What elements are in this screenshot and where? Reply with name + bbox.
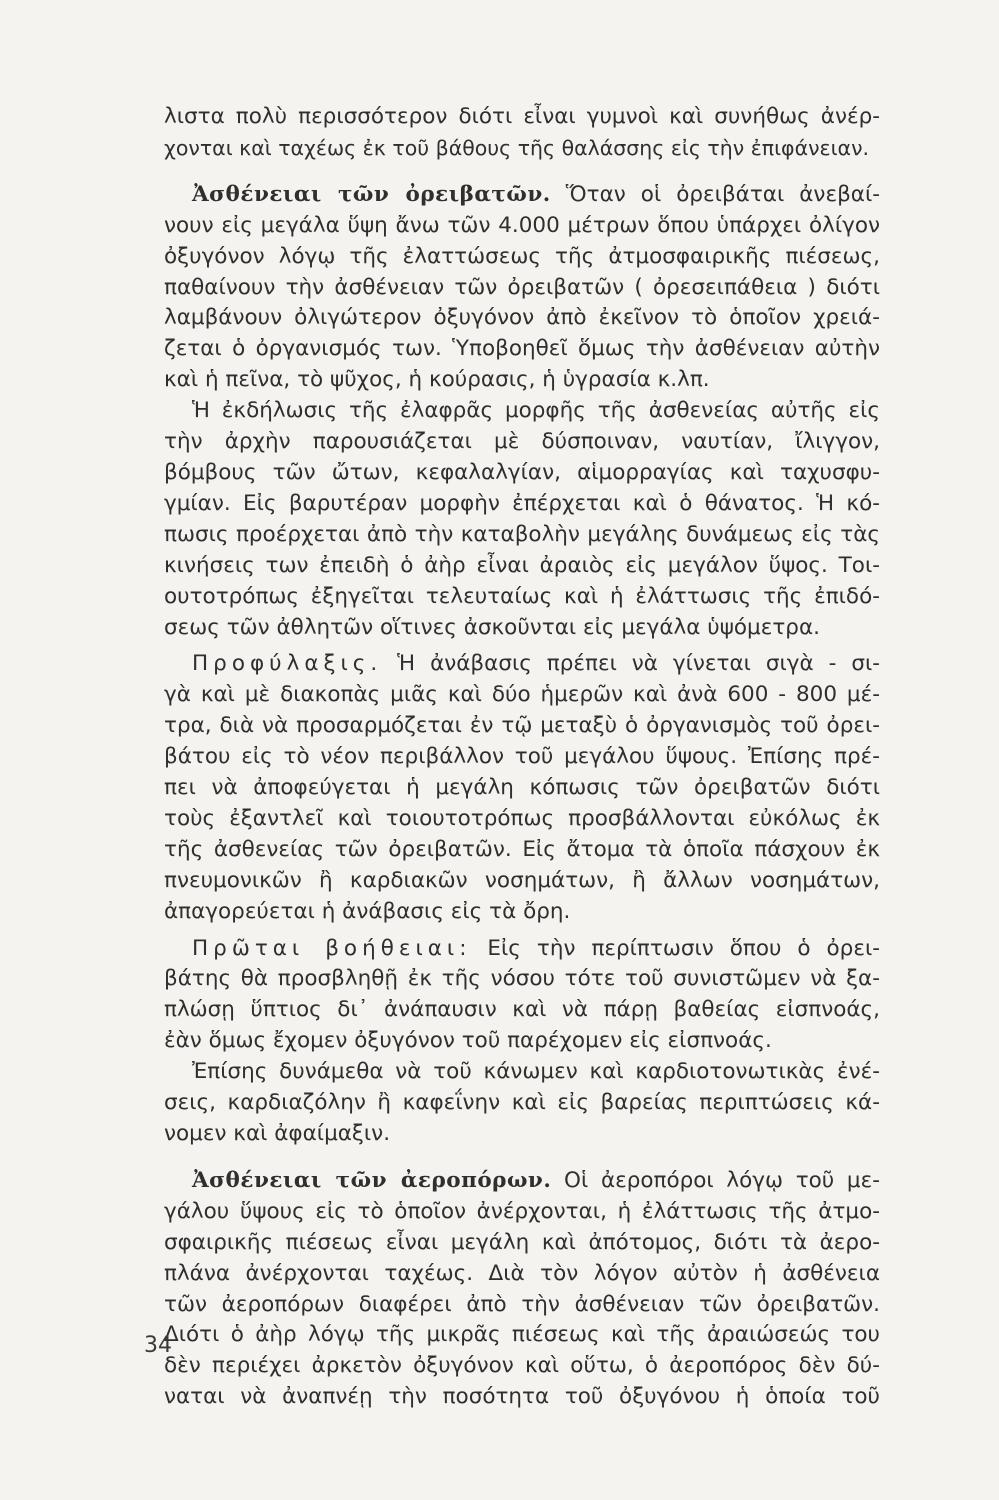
text-line: σεις, καρδιαζόλην ἢ καφεΐνην καὶ εἰς βαρείας περιπτώσεις κά- <box>164 1090 880 1116</box>
text-line: τοὺς ἐξαντλεῖ καὶ τοιουτοτρόπως προσβάλλονται εὐκόλως ἐκ <box>164 805 880 831</box>
text-line: δὲν περιέχει ἀρκετὸν ὀξυγόνον καὶ οὕτω, ὁ ἀεροπόρος δὲν δύ- <box>164 1353 880 1379</box>
text-line: γὰ καὶ μὲ διακοπὰς μιᾶς καὶ δύο ἡμερῶν καὶ ἀνὰ 600 - 800 μέ- <box>164 682 880 708</box>
paragraph-1 <box>164 102 880 164</box>
text-line <box>164 1166 880 1197</box>
paragraph-symptoms <box>164 396 880 643</box>
text-line: πωσις προέρχεται ἀπὸ τὴν καταβολὴν μεγάλης δυνάμεως εἰς τὰς <box>164 521 880 547</box>
text-line: λαμβάνουν ὀλιγώτερον ὀξυγόνον ἀπὸ ἐκεῖνον τὸ ὁποῖον χρειά- <box>164 305 880 331</box>
text-line: τῆς ἀσθενείας τῶν ὀρειβατῶν. Εἰς ἄτομα τὰ ὁποῖα πάσχουν ἐκ <box>164 836 880 862</box>
text-line: ουτοτρόπως ἐξηγεῖται τελευταίως καὶ ἡ ἐλάττωσις τῆς ἐπιδό- <box>164 583 880 609</box>
text-fragment: Ἡ ἀνάβασις πρέπει νὰ γίνεται σιγὰ - σι- <box>397 651 880 677</box>
text-line: σφαιρικῆς πιέσεως εἶναι μεγάλη καὶ ἀπότομος, διότι τὰ ἀερο- <box>164 1229 880 1255</box>
text-line: γάλου ὕψους εἰς τὸ ὁποῖον ἀνέρχονται, ἡ ἐλάττωσις τῆς ἀτμο- <box>164 1198 880 1224</box>
text-line: σεως τῶν ἀθλητῶν οἵτινες ἀσκοῦνται εἰς μεγάλα ὑψόμετρα. <box>164 614 820 640</box>
text-line: ἐὰν ὅμως ἔχομεν ὀξυγόνον τοῦ παρέχομεν εἰς εἰσπνοάς. <box>164 1028 772 1054</box>
paragraph-climbers-illness <box>164 180 880 396</box>
text-line: ναται νὰ ἀναπνέῃ τὴν ποσότητα τοῦ ὀξυγόνου ἡ ὁποία τοῦ <box>164 1384 880 1410</box>
paragraph-aviators-illness <box>164 1166 880 1413</box>
text-line: βάτου εἰς τὸ νέον περιβάλλον τοῦ μεγάλου ὕψους. Ἐπίσης πρέ- <box>164 744 880 770</box>
text-line: λιστα πολὺ περισσότερον διότι εἶναι γυμνοὶ καὶ συνήθως ἀνέρ- <box>164 104 880 129</box>
text-line: πνευμονικῶν ἢ καρδιακῶν νοσημάτων, ἢ ἄλλων νοσημάτων, <box>164 867 880 893</box>
text-fragment: Ὅταν οἱ ὀρειβάται ἀνεβαί- <box>565 181 880 207</box>
paragraph-prevention <box>164 649 880 927</box>
paragraph-treatment <box>164 1057 880 1150</box>
text-line: καὶ ἡ πεῖνα, τὸ ψῦχος, ἡ κούρασις, ἡ ὑγρασία κ.λπ. <box>164 367 710 393</box>
text-line: πει νὰ ἀποφεύγεται ἡ μεγάλη κόπωσις τῶν ὀρειβατῶν διότι <box>164 775 880 801</box>
paragraph-first-aid <box>164 934 880 1058</box>
text-line: πλάνα ἀνέρχονται ταχέως. Διὰ τὸν λόγον αὐτὸν ἡ ἀσθένεια <box>164 1260 880 1286</box>
text-line: Ἐπίσης δυνάμεθα νὰ τοῦ κάνωμεν καὶ καρδιοτονωτικὰς ἐνέ- <box>192 1059 880 1085</box>
text-fragment: Οἱ ἀεροπόροι λόγῳ τοῦ με- <box>564 1167 880 1193</box>
text-line <box>164 180 880 211</box>
text-line: τὴν ἀρχὴν παρουσιάζεται μὲ δύσποιναν, ναυτίαν, ἴλιγγον, <box>164 429 880 455</box>
text-line: ἀπαγορεύεται ἡ ἀνάβασις εἰς τὰ ὄρη. <box>164 898 571 924</box>
text-line: πλώσῃ ὕπτιος δι᾿ ἀνάπαυσιν καὶ νὰ πάρῃ βαθείας εἰσπνοάς, <box>164 997 880 1023</box>
text-line: βάτης θὰ προσβληθῇ ἐκ τῆς νόσου τότε τοῦ συνιστῶμεν νὰ ξα- <box>164 966 880 992</box>
text-line: νομεν καὶ ἀφαίμαξιν. <box>164 1121 391 1146</box>
text-line: Ἡ ἐκδήλωσις τῆς ἐλαφρᾶς μορφῆς τῆς ἀσθενείας αὐτῆς εἰς <box>192 398 880 424</box>
text-line: κινήσεις των ἐπειδὴ ὁ ἀὴρ εἶναι ἀραιὸς εἰς μεγάλον ὕψος. Τοι- <box>164 552 880 578</box>
text-line: χονται καὶ ταχέως ἐκ τοῦ βάθους τῆς θαλάσσης εἰς τὴν ἐπιφάνειαν. <box>164 135 870 160</box>
text-line: νουν εἰς μεγάλα ὕψη ἄνω τῶν 4.000 μέτρων ὅπου ὑπάρχει ὀλίγον <box>164 212 880 238</box>
label-first-aid: Πρῶται βοήθειαι: <box>192 935 472 961</box>
label-prevention: Προφύλαξις. <box>192 651 383 677</box>
page-number: 34 <box>144 1333 172 1358</box>
text-fragment: Εἰς τὴν περίπτωσιν ὅπου ὁ ὀρει- <box>487 935 880 961</box>
text-line: παθαίνουν τὴν ἀσθένειαν τῶν ὀρειβατῶν ( ὀρεσειπάθεια ) διότι <box>164 274 880 300</box>
text-line: ζεται ὁ ὀργανισμός των. Ὑποβοηθεῖ ὅμως τὴν ἀσθένειαν αὐτὴν <box>164 336 880 362</box>
text-line <box>164 934 880 965</box>
text-line: τρα, διὰ νὰ προσαρμόζεται ἐν τῷ μεταξὺ ὁ ὀργανισμὸς τοῦ ὀρει- <box>164 713 880 739</box>
body-text <box>164 102 880 1413</box>
text-line: τῶν ἀεροπόρων διαφέρει ἀπὸ τὴν ἀσθένειαν τῶν ὀρειβατῶν. <box>164 1291 880 1317</box>
text-line <box>164 649 880 680</box>
text-line: βόμβους τῶν ὤτων, κεφαλαλγίαν, αἱμορραγίας καὶ ταχυσφυ- <box>164 459 880 485</box>
text-line: γμίαν. Εἰς βαρυτέραν μορφὴν ἐπέρχεται καὶ ὁ θάνατος. Ἡ κό- <box>164 490 880 516</box>
text-line: Διότι ὁ ἀὴρ λόγῳ τῆς μικρᾶς πιέσεως καὶ τῆς ἀραιώσεώς του <box>164 1322 880 1348</box>
section-heading-aviators: Ἀσθένειαι τῶν ἀεροπόρων. <box>192 1167 552 1193</box>
section-heading-climbers: Ἀσθένειαι τῶν ὀρειβατῶν. <box>192 181 551 207</box>
text-line: ὀξυγόνον λόγῳ τῆς ἐλαττώσεως τῆς ἀτμοσφαιρικῆς πιέσεως, <box>164 243 880 269</box>
